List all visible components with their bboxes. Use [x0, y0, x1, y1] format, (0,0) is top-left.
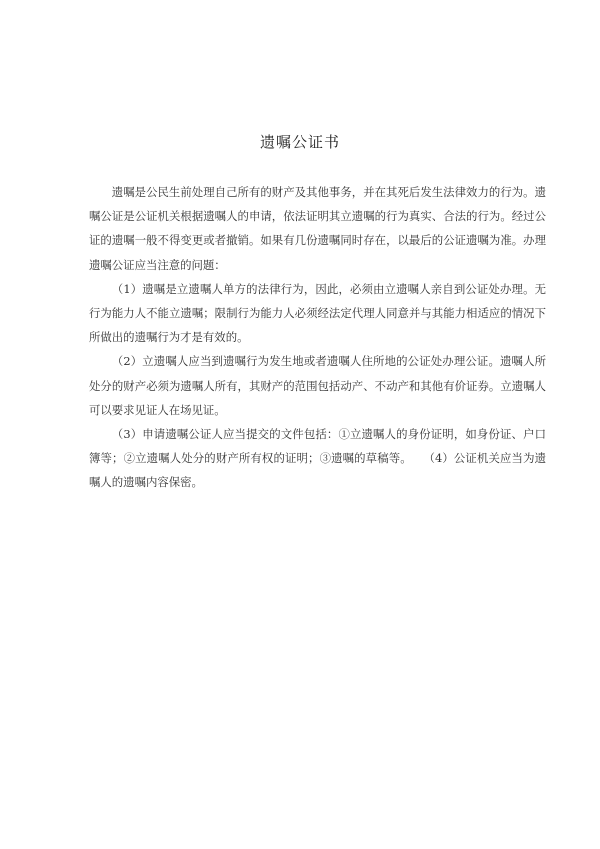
intro-paragraph: 遗嘱是公民生前处理自己所有的财产及其他事务，并在其死后发生法律效力的行为。遗嘱公证是公证机关根据遗嘱人的申请，依法证明其立遗嘱的行为真实、合法的行为。经过公证的遗嘱一般不得变更或者撤销。如果有几份遗嘱同时存在，以最后的公证遗嘱为准。办理遗嘱公证应当注意的问题：: [89, 185, 546, 272]
point-2-paragraph: （2）立遗嘱人应当到遗嘱行为发生地或者遗嘱人住所地的公证处办理公证。遗嘱人所处分的财产必须为遗嘱人所有，其财产的范围包括动产、不动产和其他有价证券。立遗嘱人可以要求见证人在场见证。: [89, 354, 546, 417]
document-body: [89, 180, 546, 495]
document-title: 遗嘱公证书: [259, 133, 340, 151]
point-3-4-paragraph: （3）申请遗嘱公证人应当提交的文件包括：①立遗嘱人的身份证明，如身份证、户口簿等；②立遗嘱人处分的财产所有权的证明；③遗嘱的草稿等。 （4）公证机关应当为遗嘱人的遗嘱内容保密。: [89, 427, 546, 490]
point-1-paragraph: （1）遗嘱是立遗嘱人单方的法律行为，因此，必须由立遗嘱人亲自到公证处办理。无行为能力人不能立遗嘱；限制行为能力人必须经法定代理人同意并与其能力相适应的情况下所做出的遗嘱行为才是有效的。: [89, 281, 546, 345]
